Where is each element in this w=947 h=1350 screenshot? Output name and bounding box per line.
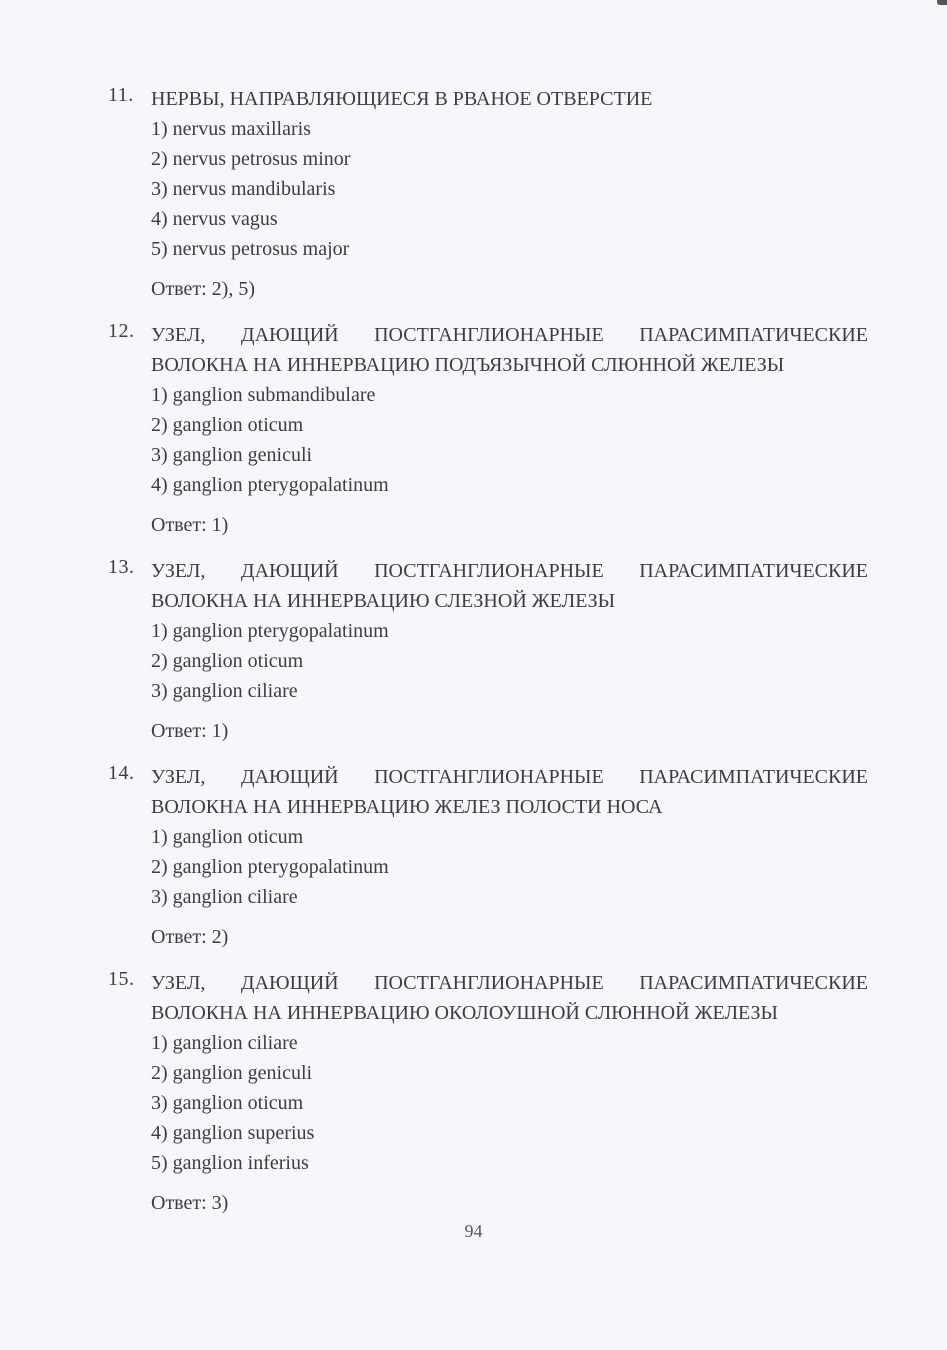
option-item: 3) ganglion oticum bbox=[151, 1092, 304, 1114]
option-item: 1) ganglion submandibulare bbox=[151, 384, 376, 406]
question-line: УЗЕЛ, ДАЮЩИЙ ПОСТГАНГЛИОНАРНЫЕ ПАРАСИМПАТИЧЕСКИЕ bbox=[151, 560, 868, 582]
option-item: 3) nervus mandibularis bbox=[151, 178, 336, 200]
question-line: ВОЛОКНА НА ИННЕРВАЦИЮ ОКОЛОУШНОЙ СЛЮННОЙ ЖЕЛЕЗЫ bbox=[151, 1002, 778, 1024]
page-number: 94 bbox=[464, 1221, 483, 1241]
answer: Ответ: 2), 5) bbox=[151, 278, 256, 300]
options-list bbox=[151, 616, 868, 706]
question-text bbox=[151, 556, 868, 616]
options-list bbox=[151, 1028, 868, 1178]
question-text bbox=[151, 762, 868, 822]
question-line: ВОЛОКНА НА ИННЕРВАЦИЮ ЖЕЛЕЗ ПОЛОСТИ НОСА bbox=[151, 796, 663, 818]
question-line: ВОЛОКНА НА ИННЕРВАЦИЮ ПОДЪЯЗЫЧНОЙ СЛЮННОЙ ЖЕЛЕЗЫ bbox=[151, 354, 785, 376]
question-number: 11. bbox=[108, 84, 134, 106]
option-item: 5) nervus petrosus major bbox=[151, 238, 350, 260]
question-line: УЗЕЛ, ДАЮЩИЙ ПОСТГАНГЛИОНАРНЫЕ ПАРАСИМПАТИЧЕСКИЕ bbox=[151, 324, 868, 346]
question-13 bbox=[108, 556, 868, 746]
question-number: 12. bbox=[108, 320, 135, 342]
answer: Ответ: 1) bbox=[151, 514, 229, 536]
question-number: 15. bbox=[108, 968, 135, 990]
question-12 bbox=[108, 320, 868, 540]
option-item: 3) ganglion ciliare bbox=[151, 886, 298, 908]
option-item: 5) ganglion inferius bbox=[151, 1152, 309, 1174]
option-item: 3) ganglion ciliare bbox=[151, 680, 298, 702]
option-item: 2) nervus petrosus minor bbox=[151, 148, 351, 170]
option-item: 3) ganglion geniculi bbox=[151, 444, 313, 466]
option-item: 4) ganglion pterygopalatinum bbox=[151, 474, 389, 496]
option-item: 4) ganglion superius bbox=[151, 1122, 315, 1144]
options-list bbox=[151, 114, 868, 264]
question-15 bbox=[108, 968, 868, 1218]
question-14 bbox=[108, 762, 868, 952]
answer: Ответ: 1) bbox=[151, 720, 229, 742]
option-item: 2) ganglion pterygopalatinum bbox=[151, 856, 389, 878]
question-line: ВОЛОКНА НА ИННЕРВАЦИЮ СЛЕЗНОЙ ЖЕЛЕЗЫ bbox=[151, 590, 616, 612]
options-list bbox=[151, 380, 868, 500]
question-text bbox=[151, 84, 868, 114]
question-text bbox=[151, 320, 868, 380]
option-item: 2) ganglion oticum bbox=[151, 650, 304, 672]
option-item: 1) nervus maxillaris bbox=[151, 118, 311, 140]
scan-corner-mark bbox=[937, 0, 947, 5]
question-text bbox=[151, 968, 868, 1028]
option-item: 2) ganglion oticum bbox=[151, 414, 304, 436]
option-item: 1) ganglion oticum bbox=[151, 826, 304, 848]
question-line: УЗЕЛ, ДАЮЩИЙ ПОСТГАНГЛИОНАРНЫЕ ПАРАСИМПАТИЧЕСКИЕ bbox=[151, 766, 868, 788]
question-11 bbox=[108, 84, 868, 304]
question-line: НЕРВЫ, НАПРАВЛЯЮЩИЕСЯ В РВАНОЕ ОТВЕРСТИЕ bbox=[151, 88, 653, 110]
option-item: 4) nervus vagus bbox=[151, 208, 278, 230]
answer: Ответ: 2) bbox=[151, 926, 229, 948]
option-item: 1) ganglion ciliare bbox=[151, 1032, 298, 1054]
question-number: 14. bbox=[108, 762, 135, 784]
question-number: 13. bbox=[108, 556, 135, 578]
answer: Ответ: 3) bbox=[151, 1192, 229, 1214]
option-item: 2) ganglion geniculi bbox=[151, 1062, 313, 1084]
option-item: 1) ganglion pterygopalatinum bbox=[151, 620, 389, 642]
options-list bbox=[151, 822, 868, 912]
question-line: УЗЕЛ, ДАЮЩИЙ ПОСТГАНГЛИОНАРНЫЕ ПАРАСИМПАТИЧЕСКИЕ bbox=[151, 972, 868, 994]
